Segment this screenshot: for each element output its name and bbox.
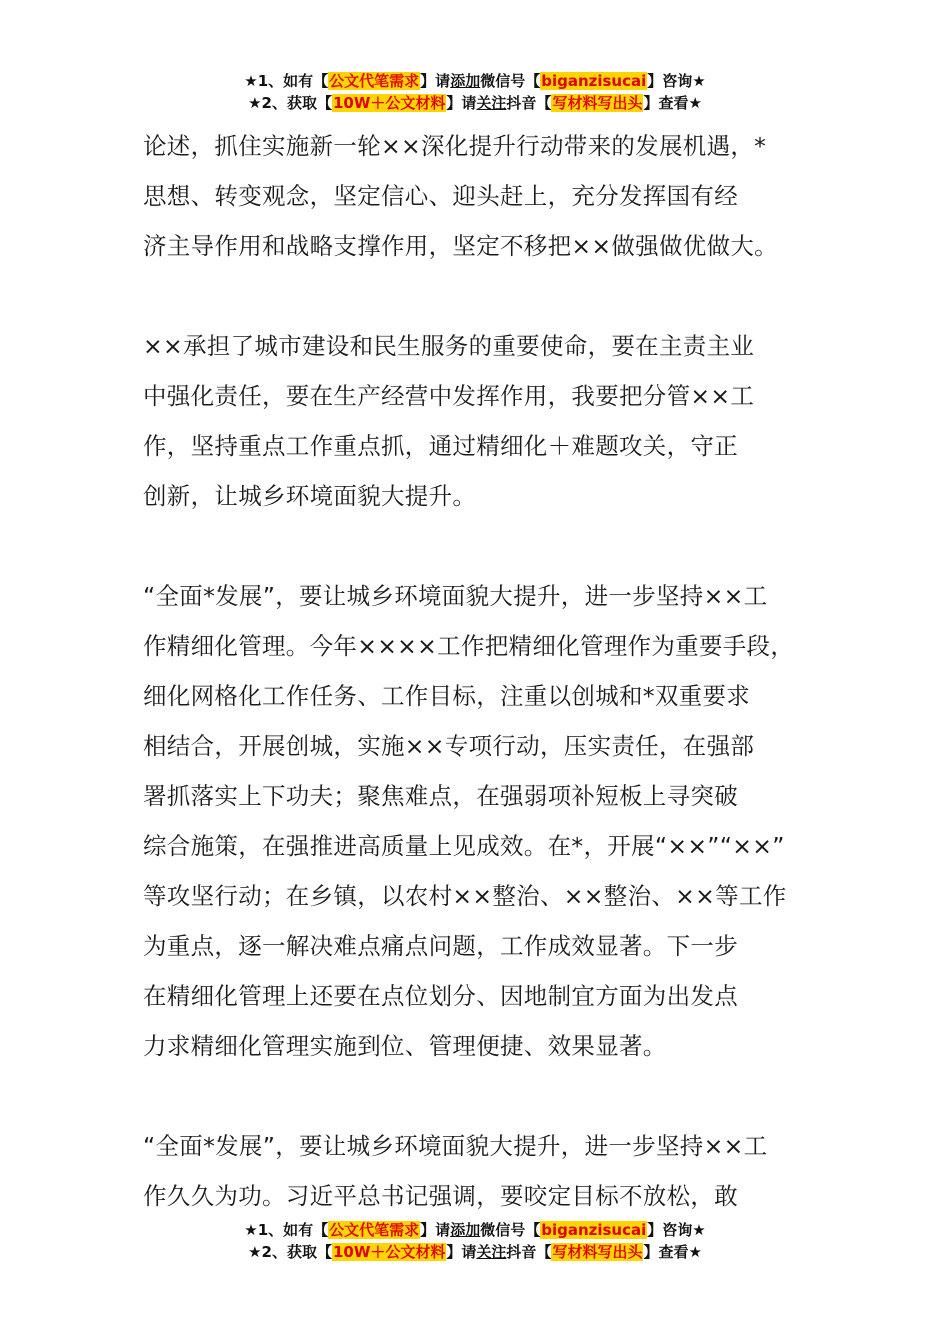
text-line: 细化网格化工作任务、工作目标，注重以创城和*双重要求 <box>143 682 751 710</box>
highlight-wechat-id: biganzisucai <box>541 72 647 90</box>
text-line: 济主导作用和战略支撑作用，坚定不移把××做强做优做大。 <box>143 232 778 260</box>
text-line: ××承担了城市建设和民生服务的重要使命，要在主责主业 <box>143 332 755 360</box>
highlight-materials: 10W＋公文材料 <box>332 94 446 112</box>
highlight-service: 公文代笔需求 <box>329 72 420 90</box>
text-line: 综合施策，在强推进高质量上见成效。在*，开展“××”“××” <box>143 832 785 860</box>
underlined-add: 添加 <box>450 1221 481 1239</box>
highlight-account: 写材料写出头 <box>552 1243 643 1261</box>
banner-line-2: ★2、获取【10W＋公文材料】请关注抖音【写材料写出头】查看★ <box>248 94 702 112</box>
banner-line-2: ★2、获取【10W＋公文材料】请关注抖音【写材料写出头】查看★ <box>248 1243 702 1261</box>
paragraph <box>143 128 833 278</box>
paragraph <box>143 1128 833 1228</box>
document-body <box>143 128 833 1228</box>
text-line: 在精细化管理上还要在点位划分、因地制宜方面为出发点 <box>143 982 738 1010</box>
text-line: 力求精细化管理实施到位、管理便捷、效果显著。 <box>143 1032 667 1060</box>
highlight-service: 公文代笔需求 <box>329 1221 420 1239</box>
underlined-follow: 关注 <box>476 1243 507 1261</box>
banner-line-1: ★1、如有【公文代笔需求】请添加微信号【biganzisucai】咨询★ <box>244 72 706 90</box>
text-line: 为重点，逐一解决难点痛点问题，工作成效显著。下一步 <box>143 932 738 960</box>
text-line: 等攻坚行动；在乡镇，以农村××整治、××整治、××等工作 <box>143 882 787 910</box>
paragraph <box>143 328 833 528</box>
footer-banner <box>0 1219 950 1263</box>
underlined-follow: 关注 <box>476 94 507 112</box>
text-line: 相结合，开展创城，实施××专项行动，压实责任，在强部 <box>143 732 755 760</box>
text-line: 署抓落实上下功夫；聚焦难点，在强弱项补短板上寻突破 <box>143 782 738 810</box>
text-line: “全面*发展”，要让城乡环境面貌大提升，进一步坚持××工 <box>143 1132 768 1160</box>
text-line: 思想、转变观念，坚定信心、迎头赶上，充分发挥国有经 <box>143 182 738 210</box>
paragraph <box>143 578 833 1078</box>
header-banner <box>0 70 950 114</box>
highlight-materials: 10W＋公文材料 <box>332 1243 446 1261</box>
highlight-account: 写材料写出头 <box>552 94 643 112</box>
text-line: 创新，让城乡环境面貌大提升。 <box>143 482 477 510</box>
text-line: 作精细化管理。今年××××工作把精细化管理作为重要手段， <box>143 632 795 660</box>
text-line: 中强化责任，要在生产经营中发挥作用，我要把分管××工 <box>143 382 755 410</box>
highlight-wechat-id: biganzisucai <box>541 1221 647 1239</box>
banner-line-1: ★1、如有【公文代笔需求】请添加微信号【biganzisucai】咨询★ <box>244 1221 706 1239</box>
text-line: 作久久为功。习近平总书记强调，要咬定目标不放松，敢 <box>143 1182 738 1210</box>
underlined-add: 添加 <box>450 72 481 90</box>
text-line: 作，坚持重点工作重点抓，通过精细化＋难题攻关，守正 <box>143 432 738 460</box>
text-line: “全面*发展”，要让城乡环境面貌大提升，进一步坚持××工 <box>143 582 768 610</box>
text-line: 论述，抓住实施新一轮××深化提升行动带来的发展机遇，* <box>143 132 767 160</box>
